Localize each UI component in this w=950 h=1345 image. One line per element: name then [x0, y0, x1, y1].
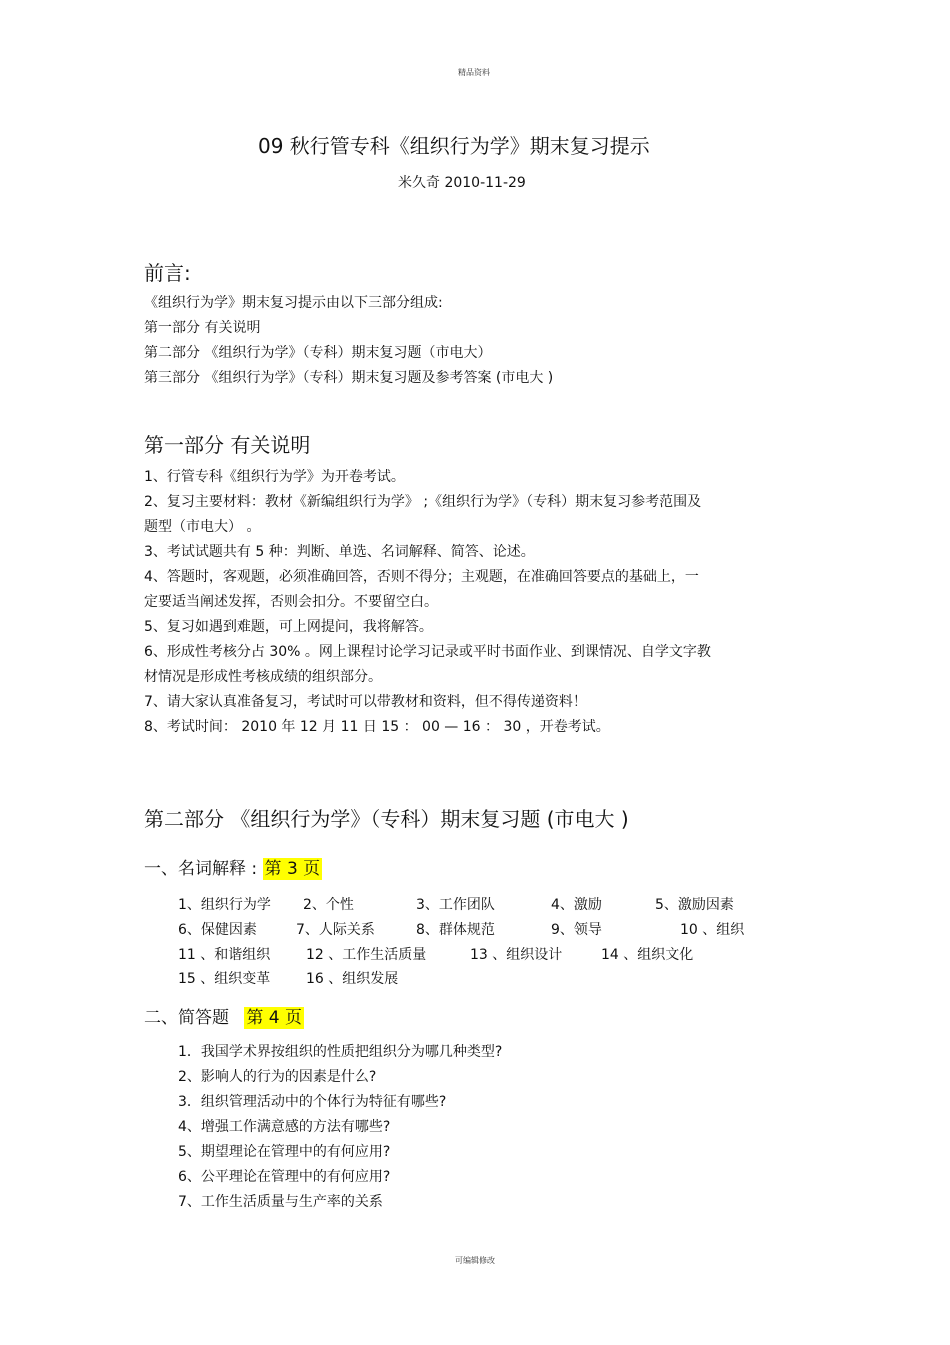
- term-item: 4、激励: [551, 897, 602, 913]
- question-item: 1．我国学术界按组织的性质把组织分为哪几种类型?: [178, 1044, 503, 1060]
- preface-line: 《组织行为学》期末复习提示由以下三部分组成:: [144, 295, 443, 311]
- preface-line: 第三部分 《组织行为学》（专科）期末复习题及参考答案 (市电大 ): [144, 370, 554, 386]
- part1-line: 题型（市电大） 。: [144, 519, 261, 535]
- term-item: 12 、工作生活质量: [306, 947, 427, 963]
- preface-line: 第一部分 有关说明: [144, 320, 261, 336]
- part1-line: 4、答题时，客观题，必须准确回答，否则不得分；主观题，在准确回答要点的基础上，一: [144, 569, 699, 585]
- short-answer-list: [178, 1040, 502, 1215]
- term-item: 3、工作团队: [416, 897, 495, 913]
- preface-line: 第二部分 《组织行为学》（专科）期末复习题（市电大）: [144, 345, 492, 361]
- terms-page-ref: 第 3 页: [264, 859, 321, 879]
- question-item: 2、影响人的行为的因素是什么?: [178, 1069, 377, 1085]
- question-item: 3．组织管理活动中的个体行为特征有哪些?: [178, 1094, 447, 1110]
- short-answer-label: 二、简答题: [144, 1008, 229, 1028]
- part1-line: 8、考试时间： 2010 年 12 月 11 日 15 ： 00 — 16 ： 30 ，开卷考试。: [144, 719, 610, 735]
- question-item: 6、公平理论在管理中的有何应用?: [178, 1169, 391, 1185]
- part1-heading: 第一部分 有关说明: [144, 433, 311, 457]
- term-item: 13 、组织设计: [470, 947, 563, 963]
- term-item: 14 、组织文化: [601, 947, 694, 963]
- term-item: 9、领导: [551, 922, 602, 938]
- part1-line: 7、请大家认真准备复习，考试时可以带教材和资料，但不得传递资料！: [144, 694, 587, 710]
- page-footer: 可编辑修改: [455, 1256, 495, 1265]
- question-item: 4、增强工作满意感的方法有哪些?: [178, 1119, 391, 1135]
- term-item: 1、组织行为学: [178, 897, 271, 913]
- term-item: 7、人际关系: [296, 922, 375, 938]
- part1-line: 3、考试试题共有 5 种：判断、单选、名词解释、简答、论述。: [144, 544, 535, 560]
- term-item: 2、个性: [303, 897, 354, 913]
- part1-line: 1、行管专科《组织行为学》为开卷考试。: [144, 469, 405, 485]
- page-header: 精品资料: [458, 68, 490, 77]
- preface-list: [144, 291, 553, 391]
- part2-heading: 第二部分 《组织行为学》（专科）期末复习题 (市电大 ): [144, 807, 629, 831]
- preface-heading: 前言:: [144, 261, 191, 285]
- term-item: 5、激励因素: [655, 897, 734, 913]
- question-item: 7、工作生活质量与生产率的关系: [178, 1194, 383, 1210]
- term-item: 15 、组织变革: [178, 971, 271, 987]
- author-date: 米久奇 2010-11-29: [398, 175, 526, 191]
- question-item: 5、期望理论在管理中的有何应用?: [178, 1144, 391, 1160]
- terms-label: 一、名词解释 :: [144, 859, 258, 879]
- part1-list: [144, 465, 711, 740]
- short-answer-page-ref: 第 4 页: [246, 1008, 303, 1028]
- term-item: 16 、组织发展: [306, 971, 399, 987]
- document-title: 09 秋行管专科《组织行为学》期末复习提示: [258, 134, 650, 158]
- short-answer-heading: [144, 1003, 304, 1028]
- part1-line: 6、形成性考核分占 30% 。网上课程讨论学习记录或平时书面作业、到课情况、自学文字教: [144, 644, 711, 660]
- part1-line: 2、复习主要材料：教材《新编组织行为学》 ;《组织行为学》（专科）期末复习参考范围及: [144, 494, 702, 510]
- term-item: 8、群体规范: [416, 922, 495, 938]
- part1-line: 定要适当阐述发挥，否则会扣分。不要留空白。: [144, 594, 438, 610]
- part1-line: 材情况是形成性考核成绩的组织部分。: [144, 669, 382, 685]
- terms-heading: [144, 854, 322, 879]
- term-item: 10 、组织: [680, 922, 745, 938]
- term-item: 6、保健因素: [178, 922, 257, 938]
- term-item: 11 、和谐组织: [178, 947, 271, 963]
- part1-line: 5、复习如遇到难题，可上网提问，我将解答。: [144, 619, 433, 635]
